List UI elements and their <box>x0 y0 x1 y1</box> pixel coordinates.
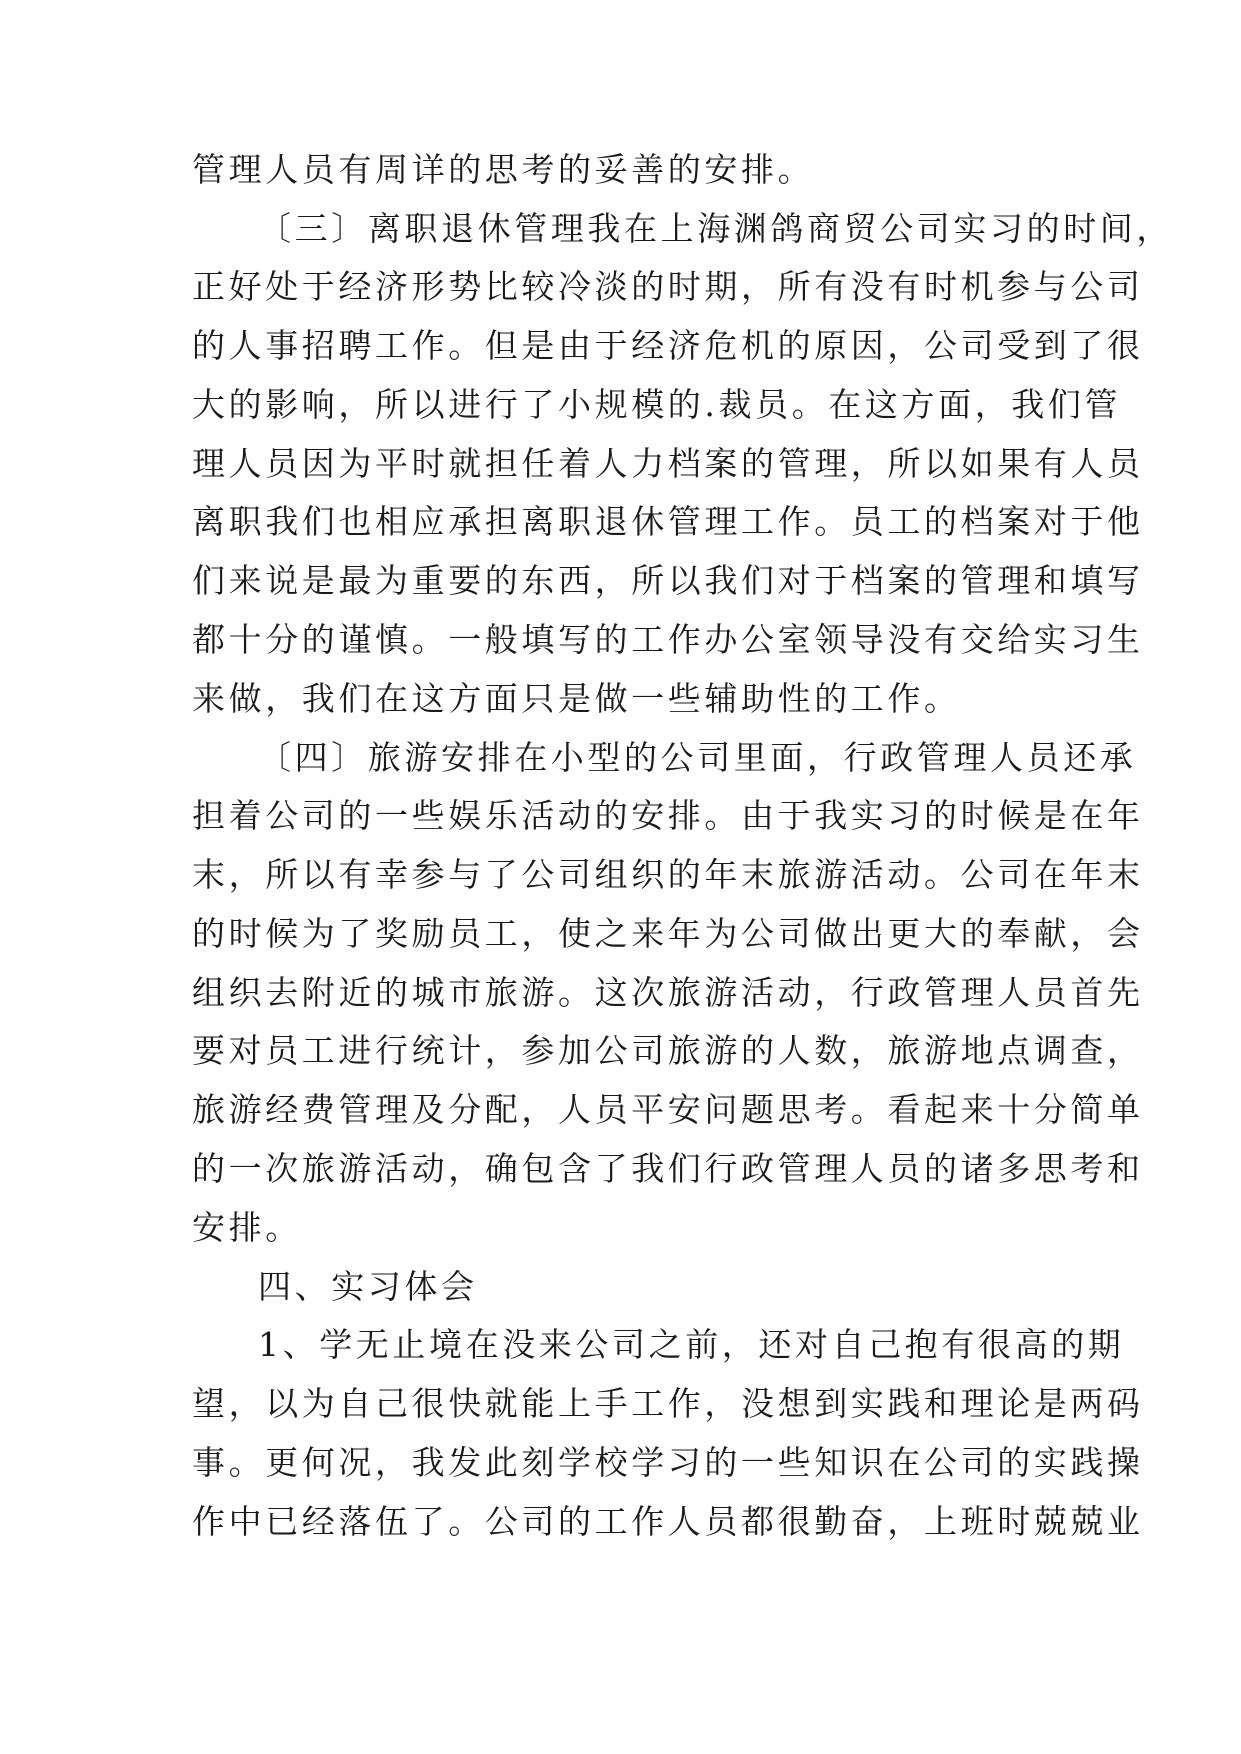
text-line: 的人事招聘工作。但是由于经济危机的原因，公司受到了很 <box>192 326 1144 365</box>
text-line: 担着公司的一些娱乐活动的安排。由于我实习的时候是在年 <box>192 796 1144 835</box>
text-line: 的一次旅游活动，确包含了我们行政管理人员的诸多思考和 <box>192 1149 1144 1188</box>
text-line: 旅游经费管理及分配，人员平安问题思考。看起来十分简单 <box>192 1090 1144 1129</box>
text-line: 大的影响，所以进行了小规模的.裁员。在这方面，我们管 <box>192 385 1122 424</box>
text-line: 正好处于经济形势比较冷淡的时期，所有没有时机参与公司 <box>192 267 1144 306</box>
text-line: 1、学无止境在没来公司之前，还对自己抱有很高的期 <box>258 1325 1125 1364</box>
text-line: 作中已经落伍了。公司的工作人员都很勤奋，上班时兢兢业 <box>192 1502 1144 1541</box>
text-line: 理人员因为平时就担任着人力档案的管理，所以如果有人员 <box>192 444 1144 483</box>
text-line: 的时候为了奖励员工，使之来年为公司做出更大的奉献，会 <box>192 914 1144 953</box>
text-line: 管理人员有周详的思考的妥善的安排。 <box>192 150 815 189</box>
text-line: 望，以为自己很快就能上手工作，没想到实践和理论是两码 <box>192 1384 1144 1423</box>
section-heading-line: 〔四〕旅游安排在小型的公司里面，行政管理人员还承 <box>258 738 1137 777</box>
section-heading: 四、实习体会 <box>258 1267 478 1306</box>
text-line: 来做，我们在这方面只是做一些辅助性的工作。 <box>192 679 961 718</box>
text-line: 安排。 <box>192 1208 302 1247</box>
section-heading-line: 〔三〕离职退休管理我在上海渊鸽商贸公司实习的时间， <box>258 209 1173 248</box>
text-line: 组织去附近的城市旅游。这次旅游活动，行政管理人员首先 <box>192 973 1144 1012</box>
text-line: 离职我们也相应承担离职退休管理工作。员工的档案对于他 <box>192 502 1144 541</box>
text-line: 末，所以有幸参与了公司组织的年末旅游活动。公司在年末 <box>192 855 1144 894</box>
text-line: 事。更何况，我发此刻学校学习的一些知识在公司的实践操 <box>192 1443 1144 1482</box>
text-line: 们来说是最为重要的东西，所以我们对于档案的管理和填写 <box>192 561 1144 600</box>
text-line: 要对员工进行统计，参加公司旅游的人数，旅游地点调查， <box>192 1031 1144 1070</box>
text-line: 都十分的谨慎。一般填写的工作办公室领导没有交给实习生 <box>192 620 1144 659</box>
